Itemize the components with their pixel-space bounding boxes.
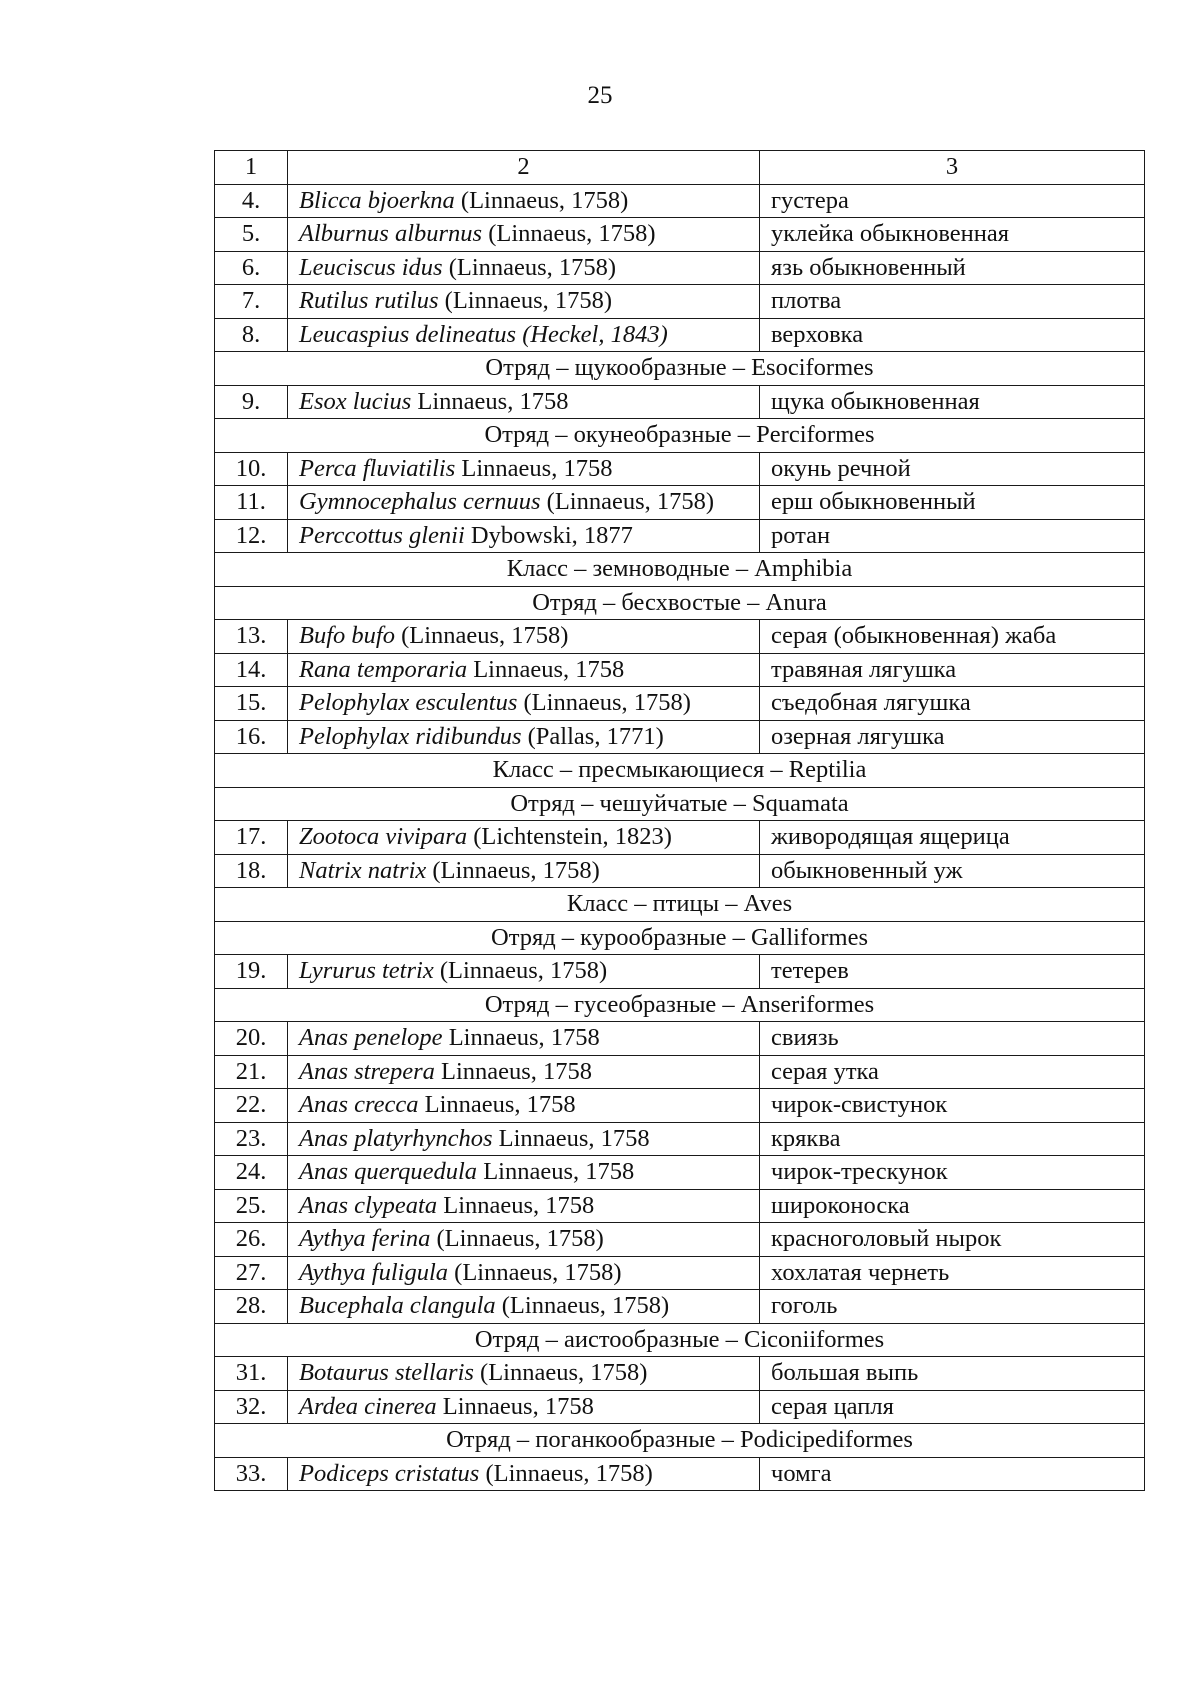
author-citation: (Linnaeus, 1758) [442,253,617,281]
species-table [214,150,1145,1491]
latin-name: Anas querquedula [299,1158,478,1185]
row-number: 14. [215,653,288,687]
taxon-group-row [215,921,1145,955]
latin-name: Podiceps cristatus [299,1459,480,1487]
common-name: свиязь [760,1022,1145,1056]
taxon-name-cell [288,452,760,486]
table-row [215,486,1145,520]
latin-name: Rana temporaria [299,655,468,683]
latin-name: Bucephala clangula [299,1292,496,1319]
table-row [215,1457,1145,1491]
row-number: 6. [215,251,288,285]
taxon-group-row [215,352,1145,386]
common-name: кряква [760,1122,1145,1156]
taxon-group-heading: Отряд – поганкообразные – Podicipediformes [215,1424,1145,1458]
row-number: 12. [215,519,288,553]
common-name: серая утка [760,1055,1145,1089]
table-row [215,251,1145,285]
latin-name: Aythya ferina [299,1225,431,1252]
taxon-group-row [215,787,1145,821]
latin-name: Anas platyrhynchos [299,1124,493,1152]
author-citation: (Linnaeus, 1758) [495,1292,670,1319]
taxon-group-row [215,888,1145,922]
table-row [215,687,1145,721]
author-citation: (Linnaeus, 1758) [438,287,613,314]
column-header-common-name: 3 [760,151,1145,185]
row-number: 7. [215,285,288,319]
taxon-name-cell [288,821,760,855]
author-citation: (Linnaeus, 1758) [454,186,629,214]
taxon-group-row [215,419,1145,453]
author-citation: Linnaeus, 1758 [492,1124,650,1152]
latin-name: Blicca bjoerkna [299,186,455,214]
row-number: 8. [215,318,288,352]
common-name: озерная лягушка [760,720,1145,754]
taxon-group-row [215,553,1145,587]
taxon-name-cell [288,285,760,319]
table-row [215,1089,1145,1123]
author-citation: (Linnaeus, 1758) [430,1225,604,1252]
row-number: 11. [215,486,288,520]
common-name: язь обыкновенный [760,251,1145,285]
latin-name: Ardea cinerea [299,1392,437,1420]
row-number: 9. [215,385,288,419]
common-name: обыкновенный уж [760,854,1145,888]
common-name: щука обыкновенная [760,385,1145,419]
taxon-name-cell [288,1390,760,1424]
table-row [215,1022,1145,1056]
taxon-group-heading: Класс – земноводные – Amphibia [215,553,1145,587]
common-name: густера [760,184,1145,218]
row-number: 16. [215,720,288,754]
latin-name: Gymnocephalus cernuus [299,488,541,515]
common-name: серая цапля [760,1390,1145,1424]
common-name: чирок-свистунок [760,1089,1145,1123]
taxon-group-heading: Класс – пресмыкающиеся – Reptilia [215,754,1145,788]
latin-name: Anas strepera [299,1057,435,1085]
taxon-name-cell [288,1122,760,1156]
row-number: 27. [215,1256,288,1290]
taxon-name-cell [288,218,760,252]
author-citation: Linnaeus, 1758 [418,1091,576,1118]
author-citation: Linnaeus, 1758 [434,1057,593,1085]
table-row [215,1122,1145,1156]
taxon-name-cell [288,1022,760,1056]
latin-name: Aythya fuligula [299,1258,449,1286]
column-header-taxon: 2 [288,151,760,185]
author-citation: Linnaeus, 1758 [437,1191,595,1219]
taxon-name-cell [288,251,760,285]
taxon-name-cell [288,1223,760,1257]
row-number: 31. [215,1357,288,1391]
taxon-name-cell [288,519,760,553]
taxon-name-cell [288,1256,760,1290]
latin-name: Rutilus rutilus [299,287,439,314]
table-row [215,452,1145,486]
author-citation: (Linnaeus, 1758) [433,957,608,984]
latin-name: Anas crecca [299,1091,419,1118]
table-row [215,821,1145,855]
common-name: окунь речной [760,452,1145,486]
author-citation: Dybowski, 1877 [464,521,633,549]
table-row [215,1256,1145,1290]
author-citation: (Linnaeus, 1758) [517,689,691,716]
table-row [215,1223,1145,1257]
taxon-name-cell [288,1357,760,1391]
table-row [215,1156,1145,1190]
author-citation: Linnaeus, 1758 [442,1024,600,1051]
latin-name: Pelophylax esculentus [299,689,518,716]
taxon-group-heading: Класс – птицы – Aves [215,888,1145,922]
table-row [215,184,1145,218]
row-number: 23. [215,1122,288,1156]
taxon-group-heading: Отряд – окунеобразные – Perciformes [215,419,1145,453]
table-row [215,285,1145,319]
latin-name: Pelophylax ridibundus [299,722,522,750]
taxon-group-heading: Отряд – бесхвостые – Anura [215,586,1145,620]
table-row [215,1055,1145,1089]
page-number: 25 [587,82,613,109]
latin-name: Zootoca vivipara [299,823,468,850]
common-name: гоголь [760,1290,1145,1324]
taxon-name-cell [288,486,760,520]
common-name: плотва [760,285,1145,319]
table-row [215,218,1145,252]
taxon-name-cell [288,1089,760,1123]
row-number: 32. [215,1390,288,1424]
author-citation: (Linnaeus, 1758) [394,622,569,649]
table-row [215,1290,1145,1324]
common-name: ротан [760,519,1145,553]
species-table-body [215,151,1145,1491]
taxon-group-row [215,586,1145,620]
taxon-name-cell [288,653,760,687]
row-number: 18. [215,854,288,888]
common-name: чомга [760,1457,1145,1491]
row-number: 5. [215,218,288,252]
row-number: 26. [215,1223,288,1257]
author-citation: (Linnaeus, 1758) [448,1258,622,1286]
latin-name: Lyrurus tetrix [299,957,434,984]
taxon-name-cell [288,854,760,888]
table-row [215,1357,1145,1391]
common-name: красноголовый нырок [760,1223,1145,1257]
taxon-group-heading: Отряд – аистообразные – Ciconiiformes [215,1323,1145,1357]
taxon-group-row [215,1323,1145,1357]
common-name: тетерев [760,955,1145,989]
common-name: чирок-трескунок [760,1156,1145,1190]
common-name: широконоска [760,1189,1145,1223]
taxon-name-cell [288,1457,760,1491]
taxon-name-cell [288,1290,760,1324]
author-citation: (Linnaeus, 1758) [482,220,656,247]
author-citation: Linnaeus, 1758 [436,1392,594,1420]
table-row [215,1189,1145,1223]
latin-name: Leucaspius delineatus (Heckel, 1843) [299,320,668,348]
author-citation: Linnaeus, 1758 [467,655,625,683]
common-name: уклейка обыкновенная [760,218,1145,252]
latin-name: Anas penelope [299,1024,443,1051]
row-number: 13. [215,620,288,654]
table-row [215,955,1145,989]
common-name: ерш обыкновенный [760,486,1145,520]
common-name: съедобная лягушка [760,687,1145,721]
row-number: 22. [215,1089,288,1123]
taxon-name-cell [288,385,760,419]
taxon-name-cell [288,720,760,754]
table-row [215,653,1145,687]
latin-name: Leuciscus idus [299,253,443,281]
author-citation: Linnaeus, 1758 [411,387,569,415]
author-citation: (Lichtenstein, 1823) [467,823,672,850]
common-name: верховка [760,318,1145,352]
taxon-name-cell [288,1156,760,1190]
row-number: 21. [215,1055,288,1089]
common-name: большая выпь [760,1357,1145,1391]
latin-name: Botaurus stellaris [299,1359,474,1386]
row-number: 19. [215,955,288,989]
common-name: живородящая ящерица [760,821,1145,855]
latin-name: Esox lucius [299,387,412,415]
author-citation: (Pallas, 1771) [521,722,664,750]
taxon-name-cell [288,318,760,352]
latin-name: Anas clypeata [299,1191,438,1219]
row-number: 20. [215,1022,288,1056]
table-row [215,318,1145,352]
table-row [215,720,1145,754]
author-citation: (Linnaeus, 1758) [426,856,600,884]
row-number: 25. [215,1189,288,1223]
latin-name: Alburnus alburnus [299,220,483,247]
common-name: травяная лягушка [760,653,1145,687]
latin-name: Perca fluviatilis [299,454,456,482]
common-name: хохлатая чернеть [760,1256,1145,1290]
table-row [215,620,1145,654]
row-number: 33. [215,1457,288,1491]
table-row [215,854,1145,888]
author-citation: Linnaeus, 1758 [455,454,613,482]
author-citation: (Linnaeus, 1758) [479,1459,653,1487]
taxon-group-heading: Отряд – чешуйчатые – Squamata [215,787,1145,821]
taxon-group-heading: Отряд – курообразные – Galliformes [215,921,1145,955]
taxon-name-cell [288,184,760,218]
taxon-group-row [215,1424,1145,1458]
table-header-row [215,151,1145,185]
author-citation: Linnaeus, 1758 [477,1158,635,1185]
table-row [215,385,1145,419]
taxon-group-heading: Отряд – гусеобразные – Anseriformes [215,988,1145,1022]
taxon-name-cell [288,687,760,721]
latin-name: Natrix natrix [299,856,427,884]
column-header-number: 1 [215,151,288,185]
taxon-group-heading: Отряд – щукообразные – Esociformes [215,352,1145,386]
author-citation: (Linnaeus, 1758) [540,488,715,515]
table-row [215,519,1145,553]
table-row [215,1390,1145,1424]
row-number: 28. [215,1290,288,1324]
row-number: 10. [215,452,288,486]
row-number: 15. [215,687,288,721]
taxon-name-cell [288,955,760,989]
taxon-name-cell [288,620,760,654]
latin-name: Bufo bufo [299,622,395,649]
taxon-name-cell [288,1189,760,1223]
taxon-group-row [215,754,1145,788]
common-name: серая (обыкновенная) жаба [760,620,1145,654]
taxon-name-cell [288,1055,760,1089]
author-citation: (Linnaeus, 1758) [473,1359,648,1386]
taxon-group-row [215,988,1145,1022]
latin-name: Perccottus glenii [299,521,465,549]
row-number: 24. [215,1156,288,1190]
row-number: 4. [215,184,288,218]
row-number: 17. [215,821,288,855]
